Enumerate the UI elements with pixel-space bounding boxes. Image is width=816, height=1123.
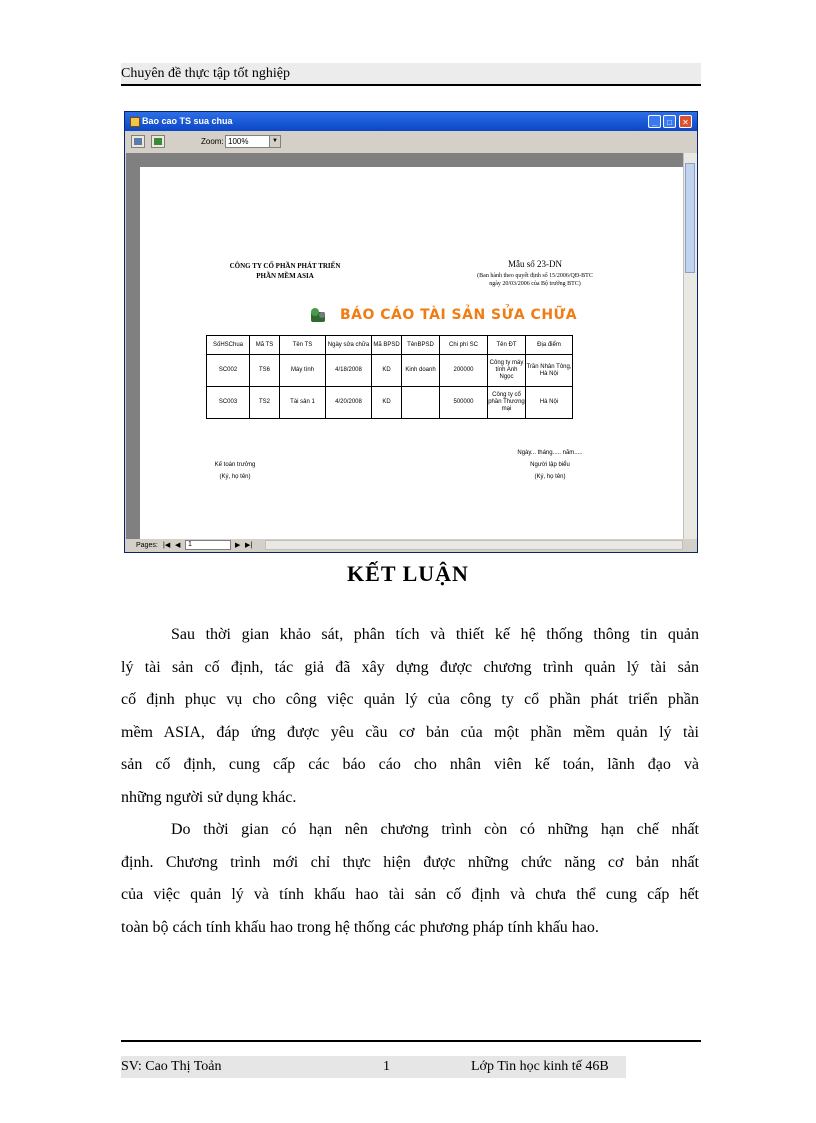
zoom-value: 100% [228,137,249,146]
sign-left-note: (Ký, họ tên) [219,474,251,480]
column-header: Mã BPSD [372,336,402,355]
paragraph-line: lý tài sản cố định, tác giả đã xây dựng được chương trình quản lý tài sản [121,658,699,676]
prev-page-icon[interactable]: ◀ [175,542,181,549]
print-icon[interactable] [131,135,145,148]
table-cell: Công ty cổ phần Thương mại [488,387,526,419]
status-bar [125,539,697,552]
paragraph-line: định. Chương trình mới chỉ thực hiện được những chức năng cơ bản nhất [121,853,699,871]
header-rule [121,84,701,86]
table-cell: KD [372,355,402,387]
paragraph-2 [121,814,699,944]
section-title: KẾT LUẬN [347,561,469,586]
table-row [207,355,573,387]
column-header: Ngày sửa chữa [326,336,372,355]
column-header: Địa điểm [526,336,573,355]
table-cell: 4/18/2008 [326,355,372,387]
paragraph-line: mềm ASIA, đáp ứng được yêu cầu cơ bản của một phần mềm quản lý tài [121,723,699,741]
footer-class: Lớp Tin học kinh tế 46B [471,1059,609,1074]
sign-right-title: Người lập biểu [530,462,570,468]
decree-line-1: (Ban hành theo quyết định số 15/2006/QĐ-BTC [477,273,593,279]
table-cell: Tài sản 1 [280,387,326,419]
app-icon [130,117,140,127]
next-page-icon[interactable]: ▶ [235,542,241,549]
paragraph-line: Sau thời gian khảo sát, phân tích và thiết kế hệ thống thông tin quản [171,626,699,643]
preview-toolbar [125,131,697,153]
report-table [206,335,573,419]
table-cell: TS2 [250,387,280,419]
table-header-row [207,336,573,355]
paragraph-line: của việc quản lý và tính khấu hao tài sản cố định và chưa thể cung cấp hết [121,886,699,903]
table-cell: Máy tính [280,355,326,387]
column-header: Chi phí SC [440,336,488,355]
table-row [207,387,573,419]
report-page [140,167,684,540]
form-number: Mẫu số 23-DN [508,259,562,269]
table-cell: Công ty máy tính Anh Ngọc [488,355,526,387]
chevron-down-icon[interactable]: ▼ [269,136,280,147]
vertical-scrollbar[interactable] [683,153,697,540]
footer-student: SV: Cao Thị Toản [121,1059,222,1074]
sign-right-note: (Ký, họ tên) [534,474,566,480]
column-header: Tên ĐT [488,336,526,355]
zoom-select[interactable] [225,135,281,148]
page-input[interactable] [185,540,231,550]
table-cell: 4/20/2008 [326,387,372,419]
paragraph-line: Do thời gian có hạn nên chương trình còn có những hạn chế nhất [171,821,699,838]
maximize-icon[interactable]: □ [663,115,676,128]
footer-rule [121,1040,701,1042]
window-title: Bao cao TS sua chua [142,116,233,126]
paragraph-line: cố định phục vụ cho công việc quản lý của công ty cổ phần phát triển phần [121,691,699,708]
column-header: Tên TS [280,336,326,355]
minimize-icon[interactable]: _ [648,115,661,128]
paragraph-line: những người sử dụng khác. [121,788,297,806]
paragraph-1 [121,619,699,814]
table-cell: Kinh doanh [402,355,440,387]
table-cell: SC002 [207,355,250,387]
scroll-thumb[interactable] [685,163,695,273]
paragraph-line: sản cố định, cung cấp các báo cáo cho nhân viên kế toán, lãnh đạo và [121,756,699,773]
window-titlebar[interactable] [125,112,697,131]
table-cell: 200000 [440,355,488,387]
table-cell: Hà Nội [526,387,573,419]
last-page-icon[interactable]: ▶| [245,542,253,549]
table-cell: SC003 [207,387,250,419]
preview-canvas [126,153,684,540]
company-line-1: CÔNG TY CỔ PHẦN PHÁT TRIỂN [229,262,341,270]
column-header: Mã TS [250,336,280,355]
table-cell: TS6 [250,355,280,387]
page-input-value: 1 [188,541,192,548]
pages-label: Pages: [136,542,158,549]
export-icon[interactable] [151,135,165,148]
horizontal-scrollbar[interactable] [265,540,683,550]
zoom-label: Zoom: [201,137,224,146]
table-cell: Trần Nhân Tông, Hà Nội [526,355,573,387]
column-header: SốHSChua [207,336,250,355]
table-cell: 500000 [440,387,488,419]
table-cell [402,387,440,419]
footer-page-number: 1 [383,1059,390,1074]
page-footer [121,1056,626,1078]
company-line-2: PHẦN MỀM ASIA [256,272,314,280]
report-title-icon [308,306,330,324]
column-header: TênBPSD [402,336,440,355]
report-title: BÁO CÁO TÀI SẢN SỬA CHỮA [340,307,578,323]
close-icon[interactable]: ✕ [679,115,692,128]
page-header-title: Chuyên đề thực tập tốt nghiệp [121,63,701,84]
report-preview-window [124,111,698,553]
table-cell: KD [372,387,402,419]
decree-line-2: ngày 20/03/2006 của Bộ trưởng BTC) [489,281,581,287]
paragraph-line: toàn bộ cách tính khấu hao trong hệ thống các phương pháp tính khấu hao. [121,918,599,936]
sign-left-title: Kế toán trưởng [214,462,256,468]
first-page-icon[interactable]: |◀ [163,542,171,549]
date-line: Ngày... tháng..... năm..... [517,450,583,456]
